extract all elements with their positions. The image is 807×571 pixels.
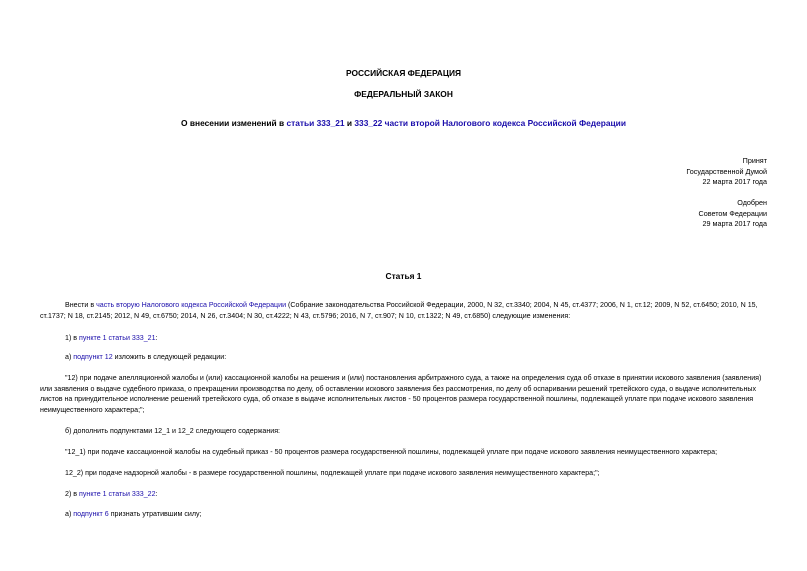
- law-type-heading: ФЕДЕРАЛЬНЫЙ ЗАКОН: [354, 89, 453, 99]
- item-1a-post: изложить в следующей редакции:: [112, 353, 227, 361]
- subitem-6-link[interactable]: подпункт 6: [73, 510, 109, 518]
- accepted-date: 22 марта 2017 года: [702, 177, 767, 186]
- approved-date: 29 марта 2017 года: [702, 219, 767, 228]
- subitem-12-link[interactable]: подпункт 12: [73, 353, 113, 361]
- adoption-block: [567, 156, 767, 188]
- item-2-link[interactable]: пункте 1 статьи 333_22: [79, 490, 156, 498]
- tax-code-part-two-link[interactable]: часть вторую Налогового кодекса Российской Федерации: [96, 301, 287, 309]
- item-2-post: :: [155, 490, 158, 498]
- article-heading: Статья 1: [385, 271, 422, 281]
- item-1b: б) дополнить подпунктами 12_1 и 12_2 следующего содержания:: [65, 427, 281, 435]
- item-2-pre: 2) в: [65, 490, 80, 498]
- item-1-pre: 1) в: [65, 334, 80, 342]
- approval-block: [567, 198, 767, 230]
- articles-333-22-link[interactable]: 333_22 части второй Налогового кодекса Российской Федерации: [354, 118, 626, 128]
- item-1-link[interactable]: пункте 1 статьи 333_21: [79, 334, 156, 342]
- intro-text-pre: Внести в: [65, 301, 97, 309]
- approved-by: Советом Федерации: [698, 208, 767, 218]
- item-1a-pre: а): [65, 353, 74, 361]
- item-2a: [40, 509, 768, 520]
- title-text-mid: и: [344, 118, 355, 128]
- item-2: [40, 489, 768, 500]
- articles-333-21-link[interactable]: статьи 333_21: [286, 118, 345, 128]
- title-text-pre: О внесении изменений в: [181, 118, 287, 128]
- law-title: [0, 118, 807, 128]
- item-1a-quote: "12) при подаче апелляционной жалобы и (или) кассационной жалобы на решения и (или) постановления арбитражного суда, а также на определения суда об отказе в принятии искового заявления (заявления) или заявления о выдаче судебного приказа, о прекращении производства по делу, об оставлении искового заявления без рассмотрения, по делу об оспаривании решений третейского суда, о выдаче исполнительных листов на принудительное исполнение решений третейского суда, об отказе в выдаче исполнительных листов - 50 процентов размера государственной пошлины, подлежащей уплате при подаче искового заявления неимущественного характера;";: [40, 374, 762, 414]
- item-1-post: :: [155, 334, 158, 342]
- item-1a: [40, 352, 768, 363]
- item-1b-quote-1: "12_1) при подаче кассационной жалобы на судебный приказ - 50 процентов размера государственной пошлины, подлежащей уплате при подаче искового заявления неимущественного характера;: [65, 448, 718, 456]
- item-1: [40, 333, 768, 344]
- accepted-label: Принят: [742, 156, 767, 165]
- item-2a-post: признать утратившим силу;: [108, 510, 202, 518]
- country-heading: РОССИЙСКАЯ ФЕДЕРАЦИЯ: [345, 68, 462, 78]
- article-intro: [40, 300, 768, 321]
- approved-label: Одобрен: [737, 198, 767, 207]
- item-2a-pre: а): [65, 510, 74, 518]
- item-1b-quote-2: 12_2) при подаче надзорной жалобы - в размере государственной пошлины, подлежащей уплате при подаче искового заявления неимущественного характера;";: [65, 469, 600, 477]
- accepted-by: Государственной Думой: [686, 166, 767, 176]
- intro-text-post: (Собрание законодательства Российской Федерации, 2000, N 32, ст.3340; 2004, N 45, ст.4377; 2006, N 1, ст.12; 2009, N 52, ст.6450; 2010, N 15, ст.1737; N 18, ст.2145; 2012, N 49, ст.6750; 2014, N 26, ст.3404; N 30, ст.4222; N 43, ст.5796; 2016, N 7, ст.907; N 10, ст.1322; N 49, ст.6850) следующие изменения:: [40, 301, 758, 320]
